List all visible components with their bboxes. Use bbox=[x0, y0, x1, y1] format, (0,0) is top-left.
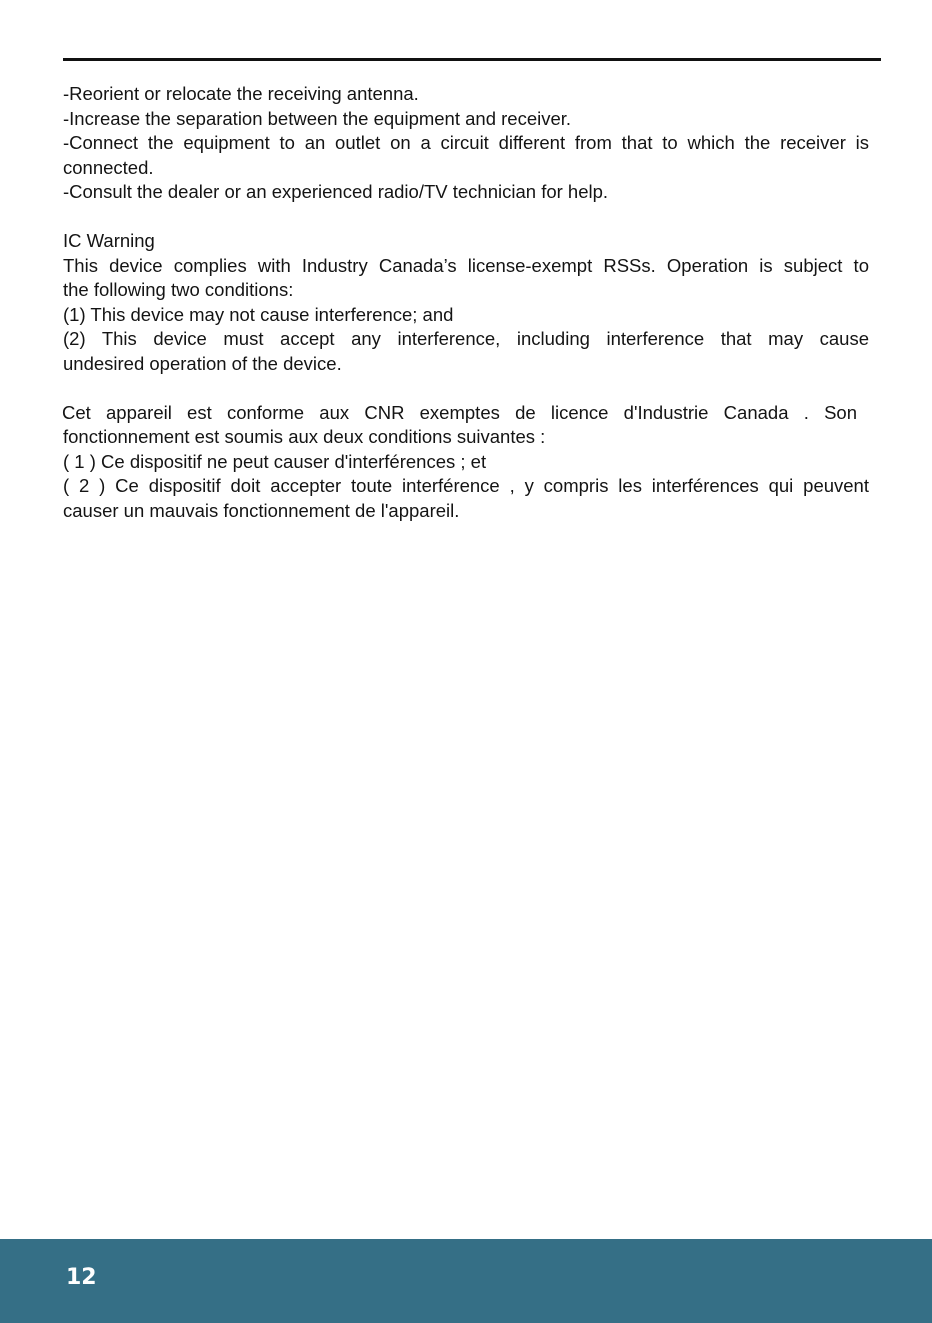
fcc-tips-list bbox=[63, 82, 869, 205]
french-notice-line: ( 1 ) Ce dispositif ne peut causer d'interférences ; et bbox=[63, 450, 487, 472]
page-number: 12 bbox=[66, 1265, 97, 1290]
fcc-tip: -Reorient or relocate the receiving antenna. bbox=[63, 83, 419, 104]
fcc-tip: -Connect the equipment to an outlet on a circuit different from that to which the receiver is bbox=[63, 132, 869, 153]
ic-warning-line: (1) This device may not cause interference; and bbox=[63, 303, 454, 325]
ic-warning-line: (2) This device must accept any interference, including interference that may cause bbox=[63, 328, 869, 349]
french-notice-line: Cet appareil est conforme aux CNR exemptes de licence d'Industrie Canada . Son bbox=[62, 401, 857, 423]
ic-warning-line: This device complies with Industry Canada’s license-exempt RSSs. Operation is subject to bbox=[63, 254, 869, 276]
french-notice-section bbox=[62, 401, 869, 524]
paragraph-gap bbox=[63, 376, 869, 401]
ic-warning-heading: IC Warning bbox=[63, 230, 155, 251]
fcc-tip: -Consult the dealer or an experienced radio/TV technician for help. bbox=[63, 181, 609, 202]
french-notice-line: ( 2 ) Ce dispositif doit accepter toute interférence , y compris les interférences qui peuvent bbox=[63, 475, 869, 496]
french-notice-line: causer un mauvais fonctionnement de l'appareil. bbox=[63, 499, 460, 521]
top-divider bbox=[63, 58, 881, 61]
french-notice-line: fonctionnement est soumis aux deux conditions suivantes : bbox=[63, 426, 546, 447]
footer-bar bbox=[0, 1239, 932, 1323]
ic-warning-line: undesired operation of the device. bbox=[63, 352, 342, 374]
ic-warning-line: the following two conditions: bbox=[63, 279, 294, 300]
fcc-tip-continuation: connected. bbox=[63, 156, 154, 178]
page-content bbox=[63, 82, 869, 523]
ic-warning-section bbox=[63, 229, 869, 376]
paragraph-gap bbox=[63, 205, 869, 230]
fcc-tip: -Increase the separation between the equipment and receiver. bbox=[63, 107, 572, 129]
